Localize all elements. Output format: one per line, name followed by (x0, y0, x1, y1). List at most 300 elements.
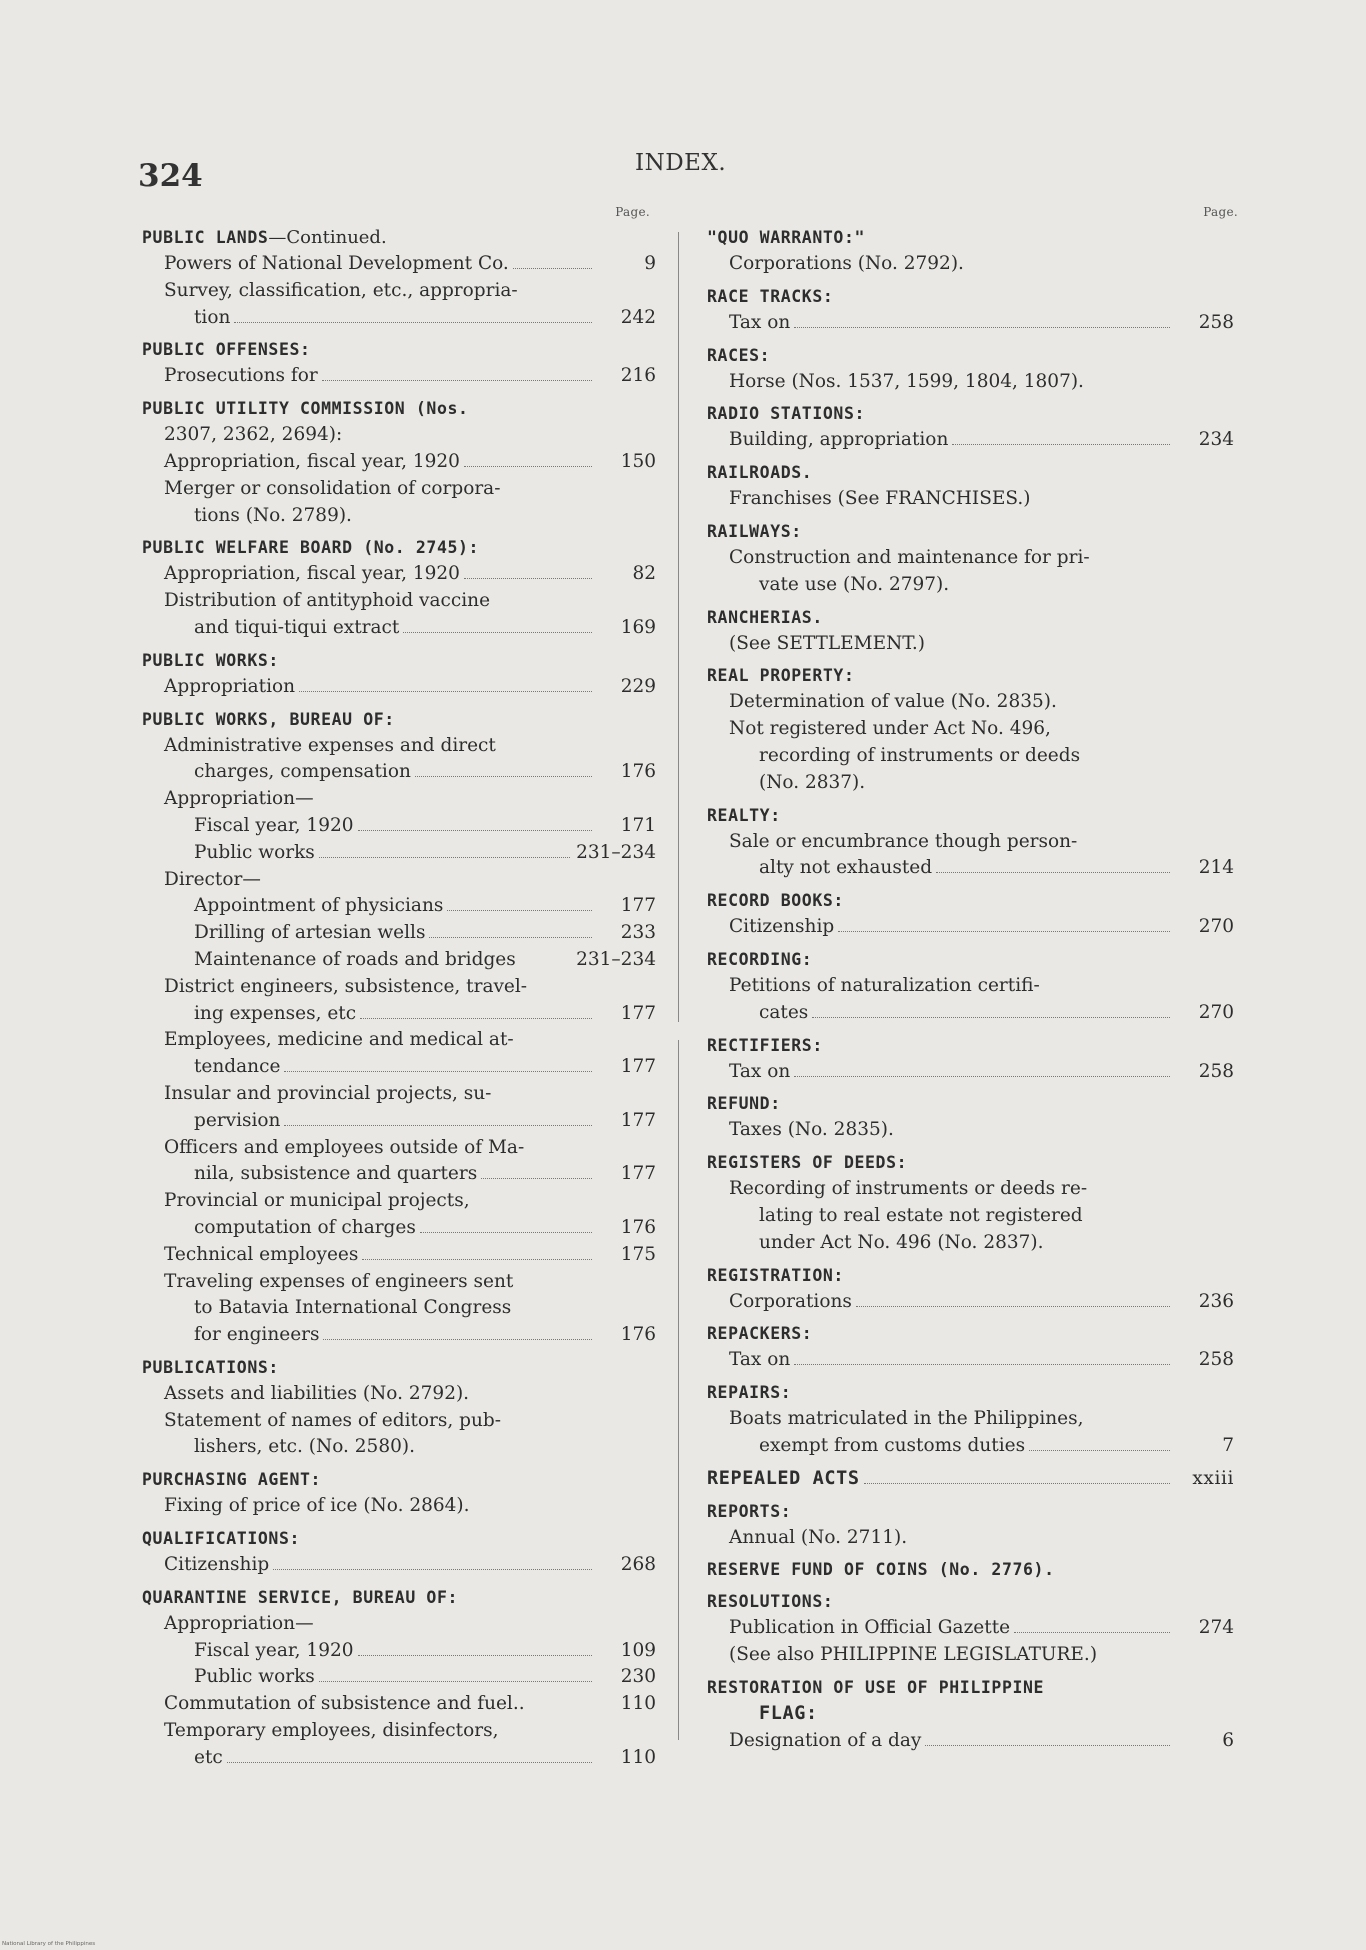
index-subentry (142, 813, 656, 840)
index-heading (707, 888, 1234, 914)
subentry-text: Corporations (729, 1290, 852, 1312)
page-ref: 268 (620, 1554, 656, 1576)
index-heading (142, 707, 656, 733)
index-heading (707, 803, 1234, 829)
heading-text: PUBLIC WELFARE BOARD (No. 2745): (142, 538, 480, 558)
subentry-text: Citizenship (164, 1554, 270, 1576)
subentry-text: Administrative expenses and direct (164, 734, 496, 756)
heading-text: REAL PROPERTY: (707, 666, 855, 686)
page-ref: 270 (1198, 1001, 1234, 1023)
index-heading (142, 535, 656, 561)
left-column-entries (142, 225, 656, 1778)
dot-leader (358, 830, 592, 831)
index-subentry (142, 305, 656, 332)
heading-text: RAILWAYS: (707, 521, 802, 541)
index-subentry (707, 251, 1234, 278)
index-entry (707, 1675, 1234, 1755)
index-subentry (142, 1638, 656, 1665)
page-ref: 7 (1222, 1434, 1234, 1456)
subentry-text: exempt from customs duties (759, 1434, 1026, 1456)
dot-leader (360, 1018, 592, 1019)
subentry-text: Sale or encumbrance though person- (729, 830, 1078, 852)
dot-leader (936, 872, 1170, 873)
subentry-text: Employees, medicine and medical at- (164, 1029, 514, 1051)
index-subentry (142, 1408, 656, 1435)
subentry-text: Fixing of price of ice (No. 2864). (164, 1495, 470, 1517)
page-ref: 177 (620, 1163, 656, 1185)
heading-text: QUARANTINE SERVICE, BUREAU OF: (142, 1587, 459, 1607)
index-subentry (707, 1728, 1234, 1755)
page-ref: 234 (1198, 429, 1234, 451)
index-entry (707, 1033, 1234, 1086)
dot-leader (322, 380, 592, 381)
index-heading (707, 663, 1234, 689)
index-heading (142, 648, 656, 674)
dot-leader (429, 937, 592, 938)
index-subentry (707, 1203, 1234, 1230)
index-subentry (142, 786, 656, 813)
index-subentry (142, 561, 656, 588)
heading-text: PUBLICATIONS: (142, 1357, 279, 1377)
index-entry (142, 225, 656, 331)
index-entry (707, 460, 1234, 513)
subentry-text: Fiscal year, 1920 (194, 1639, 354, 1661)
index-subentry (142, 503, 656, 530)
index-subentry (142, 733, 656, 760)
dot-leader (794, 1076, 1170, 1077)
subentry-text: under Act No. 496 (No. 2837). (759, 1231, 1044, 1253)
index-subentry (142, 1718, 656, 1745)
index-entry (707, 663, 1234, 796)
subentry-text: Not registered under Act No. 496, (729, 718, 1051, 740)
index-heading (707, 460, 1234, 486)
dot-leader (864, 1483, 1170, 1484)
dot-leader (234, 322, 592, 323)
index-subentry (707, 855, 1234, 882)
index-heading (142, 1585, 656, 1611)
heading-text: PUBLIC OFFENSES: (142, 340, 311, 360)
index-subentry (142, 1027, 656, 1054)
index-subentry (142, 1611, 656, 1638)
subentry-text: Distribution of antityphoid vaccine (164, 590, 491, 612)
page-ref: 270 (1198, 916, 1234, 938)
page-ref: 171 (620, 814, 656, 836)
dot-leader (1014, 1632, 1170, 1633)
dot-leader (284, 1071, 592, 1072)
page-ref: 216 (620, 365, 656, 387)
index-entry (142, 1355, 656, 1461)
subentry-text: Appropriation— (164, 1612, 314, 1634)
subentry-text: Maintenance of roads and bridges (194, 948, 516, 970)
subentry-text: Building, appropriation (729, 429, 949, 451)
index-heading (707, 1263, 1234, 1289)
page-ref: xxiii (1192, 1467, 1234, 1489)
subentry-text: Publication in Official Gazette (729, 1617, 1011, 1639)
index-subentry (142, 759, 656, 786)
index-subentry (707, 1642, 1234, 1669)
subentry-text: Powers of National Development Co. (164, 253, 509, 274)
index-heading (707, 225, 1234, 251)
index-subentry (142, 674, 656, 701)
page-ref: 177 (620, 895, 656, 917)
index-subentry (142, 1322, 656, 1349)
index-subentry (142, 422, 656, 449)
index-subentry (142, 1242, 656, 1269)
index-entry (707, 1380, 1234, 1460)
index-subentry (142, 920, 656, 947)
page-ref: 230 (620, 1666, 656, 1688)
index-subentry (142, 1493, 656, 1520)
index-subentry (142, 974, 656, 1001)
index-subentry (707, 369, 1234, 396)
subentry-text: Corporations (No. 2792). (729, 253, 964, 274)
page-number: 324 (138, 158, 203, 194)
page-ref: 6 (1222, 1729, 1234, 1751)
index-heading (707, 1033, 1234, 1059)
subentry-text: Petitions of naturalization certifi- (729, 974, 1040, 996)
index-heading (707, 1466, 1234, 1493)
subentry-text: (No. 2837). (759, 771, 866, 793)
dot-leader (323, 1339, 592, 1340)
index-subentry (142, 278, 656, 305)
heading-text: REALTY: (707, 805, 781, 825)
index-entry (707, 605, 1234, 658)
index-heading (142, 1526, 656, 1552)
index-heading (707, 519, 1234, 545)
heading-text: RADIO STATIONS: (707, 404, 866, 424)
index-subentry (707, 1289, 1234, 1316)
subentry-text: Merger or consolidation of corpora- (164, 477, 501, 499)
index-subentry (707, 1117, 1234, 1144)
index-heading (142, 1467, 656, 1493)
index-subentry (707, 1000, 1234, 1027)
subentry-text: Appropriation (164, 675, 296, 697)
subentry-text: Director— (164, 868, 261, 890)
index-heading (707, 947, 1234, 973)
page-ref: 9 (644, 253, 656, 274)
subentry-text: Public works (194, 1666, 315, 1688)
subentry-text: Assets and liabilities (No. 2792). (164, 1382, 470, 1404)
page-column-label: Page. (615, 205, 650, 219)
page-ref: 242 (620, 306, 656, 328)
dot-leader (420, 1232, 592, 1233)
dot-leader (812, 1017, 1170, 1018)
page-ref: 258 (1198, 1349, 1234, 1371)
index-subentry (707, 829, 1234, 856)
page-ref: 177 (620, 1056, 656, 1078)
subentry-text: Commutation of subsistence and fuel.. (164, 1693, 525, 1715)
index-entry (142, 535, 656, 641)
heading-text: RESERVE FUND OF COINS (No. 2776). (707, 1560, 1055, 1580)
heading-text: REPAIRS: (707, 1383, 792, 1403)
subentry-text: Statement of names of editors, pub- (164, 1409, 502, 1431)
index-entry (707, 1466, 1234, 1493)
heading-text: REPEALED ACTS (707, 1467, 860, 1489)
index-subentry (142, 476, 656, 503)
dot-leader (403, 632, 592, 633)
dot-leader (464, 578, 592, 579)
heading-text: RECTIFIERS: (707, 1035, 823, 1055)
heading-text: RECORDING: (707, 949, 813, 969)
subentry-text: 2307, 2362, 2694): (164, 424, 343, 446)
page-ref: 169 (620, 616, 656, 638)
index-entry (142, 1585, 656, 1772)
subentry-text: District engineers, subsistence, travel- (164, 975, 528, 997)
heading-text: RESOLUTIONS: (707, 1592, 834, 1612)
page-ref: 229 (620, 675, 656, 697)
column-divider (678, 232, 679, 1022)
index-subentry (142, 615, 656, 642)
index-heading (707, 1091, 1234, 1117)
heading-text: RESTORATION OF USE OF PHILIPPINE (707, 1677, 1045, 1697)
subentry-text: nila, subsistence and quarters (194, 1163, 478, 1185)
dot-leader (319, 1681, 592, 1682)
index-subentry (142, 867, 656, 894)
subentry-text: tion (194, 306, 231, 328)
subentry-text: lating to real estate not registered (759, 1204, 1083, 1226)
subentry-text: FLAG: (759, 1702, 818, 1724)
index-heading (707, 1321, 1234, 1347)
subentry-text: Temporary employees, disinfectors, (164, 1720, 499, 1742)
subentry-text: Insular and provincial projects, su- (164, 1082, 492, 1104)
index-entry (707, 1263, 1234, 1316)
subentry-text: Provincial or municipal projects, (164, 1190, 470, 1212)
page-ref: 176 (620, 761, 656, 783)
index-subentry (707, 914, 1234, 941)
index-subentry (707, 310, 1234, 337)
page-ref: 110 (620, 1693, 656, 1715)
subentry-text: Construction and maintenance for pri- (729, 546, 1090, 568)
index-subentry (142, 1001, 656, 1028)
index-entry (142, 1526, 656, 1579)
index-subentry (142, 588, 656, 615)
index-entry (707, 1589, 1234, 1669)
subentry-text: ing expenses, etc (194, 1002, 357, 1024)
subentry-text: etc (194, 1746, 223, 1768)
page-ref: 231–234 (576, 948, 656, 970)
heading-text: PUBLIC UTILITY COMMISSION (Nos. (142, 399, 469, 419)
dot-leader (952, 444, 1170, 445)
index-entry (707, 343, 1234, 396)
subentry-text: pervision (194, 1109, 281, 1131)
dot-leader (447, 910, 592, 911)
subentry-text: Citizenship (729, 916, 835, 938)
index-entry (142, 396, 656, 529)
subentry-text: Technical employees (164, 1243, 359, 1265)
index-entry (707, 284, 1234, 337)
heading-text: RAILROADS. (707, 463, 813, 483)
subentry-text: Appropriation, fiscal year, 1920 (164, 450, 460, 472)
dot-leader (794, 1364, 1170, 1365)
page-ref: 150 (620, 450, 656, 472)
index-subentry (142, 1745, 656, 1772)
subentry-text: vate use (No. 2797). (759, 573, 950, 595)
index-subentry (707, 973, 1234, 1000)
subentry-text: Designation of a day (729, 1729, 922, 1751)
heading-text: REFUND: (707, 1094, 781, 1114)
page-ref: 82 (632, 563, 656, 585)
subentry-text: Prosecutions for (164, 365, 318, 387)
index-heading (142, 1355, 656, 1381)
index-subentry (707, 1059, 1234, 1086)
index-entry (707, 1150, 1234, 1256)
index-heading (707, 343, 1234, 369)
index-subentry (707, 486, 1234, 513)
subentry-text: Horse (Nos. 1537, 1599, 1804, 1807). (729, 370, 1084, 392)
dot-leader (319, 857, 570, 858)
index-subentry (707, 1701, 1234, 1728)
index-subentry (707, 545, 1234, 572)
index-subentry (142, 893, 656, 920)
subentry-text: Traveling expenses of engineers sent (164, 1270, 514, 1292)
subentry-text: Tax on (729, 311, 791, 333)
index-heading (707, 605, 1234, 631)
subentry-text: Tax on (729, 1060, 791, 1082)
index-subentry (142, 1054, 656, 1081)
subentry-text: Officers and employees outside of Ma- (164, 1136, 525, 1158)
index-heading (142, 337, 656, 363)
index-subentry (142, 1691, 656, 1718)
index-subentry (707, 1406, 1234, 1433)
index-subentry (707, 1347, 1234, 1374)
index-subentry (707, 1176, 1234, 1203)
heading-text: REPACKERS: (707, 1324, 813, 1344)
subentry-text: tions (No. 2789). (194, 504, 352, 526)
index-subentry (142, 251, 656, 278)
subentry-text: Recording of instruments or deeds re- (729, 1178, 1088, 1200)
subentry-text: lishers, etc. (No. 2580). (194, 1436, 415, 1458)
page-ref: 214 (1198, 857, 1234, 879)
index-entry (707, 1499, 1234, 1552)
index-entry (707, 947, 1234, 1027)
index-heading (707, 1150, 1234, 1176)
page-ref: 110 (620, 1746, 656, 1768)
subentry-text: cates (759, 1001, 809, 1023)
dot-leader (227, 1762, 592, 1763)
index-subentry (142, 1664, 656, 1691)
heading-text: "QUO WARRANTO:" (707, 228, 866, 247)
index-subentry (142, 449, 656, 476)
heading-text: RECORD BOOKS: (707, 891, 844, 911)
subentry-text: and tiqui-tiqui extract (194, 616, 400, 638)
index-subentry (142, 1161, 656, 1188)
subentry-text: (See also PHILIPPINE LEGISLATURE.) (729, 1644, 1098, 1666)
index-subentry (707, 716, 1234, 743)
subentry-text: recording of instruments or deeds (759, 744, 1081, 766)
index-heading (707, 1675, 1234, 1701)
subentry-text: for engineers (194, 1324, 320, 1346)
index-subentry (142, 363, 656, 390)
dot-leader (1029, 1450, 1170, 1451)
index-entry (142, 707, 656, 1349)
index-entry (707, 225, 1234, 278)
heading-text: RACES: (707, 345, 771, 365)
index-subentry (707, 427, 1234, 454)
page-ref: 176 (620, 1216, 656, 1238)
heading-continued: —Continued. (268, 227, 387, 248)
footer-credit: National Library of the Philippines (2, 1941, 96, 1947)
index-entry (707, 803, 1234, 883)
dot-leader (284, 1125, 592, 1126)
index-heading (707, 1557, 1234, 1583)
page-ref: 236 (1198, 1290, 1234, 1312)
index-entry (142, 648, 656, 701)
index-subentry (707, 1230, 1234, 1257)
dot-leader (856, 1306, 1170, 1307)
subentry-text: Fiscal year, 1920 (194, 814, 354, 836)
index-heading (142, 396, 656, 422)
heading-text: REGISTRATION: (707, 1265, 844, 1285)
heading-text: PUBLIC WORKS, BUREAU OF: (142, 709, 395, 729)
subentry-text: alty not exhausted (759, 857, 933, 879)
index-subentry (707, 1525, 1234, 1552)
running-title: INDEX. (635, 150, 727, 176)
index-subentry (142, 1434, 656, 1461)
page-ref: 109 (620, 1639, 656, 1661)
dot-leader (925, 1745, 1170, 1746)
page-ref: 177 (620, 1109, 656, 1131)
index-subentry (142, 1381, 656, 1408)
index-subentry (142, 1188, 656, 1215)
dot-leader (838, 931, 1170, 932)
heading-text: QUALIFICATIONS: (142, 1529, 301, 1549)
index-entry (707, 888, 1234, 941)
page-ref: 176 (620, 1324, 656, 1346)
index-heading (707, 284, 1234, 310)
index-entry (707, 401, 1234, 454)
index-subentry (707, 631, 1234, 658)
subentry-text: to Batavia International Congress (194, 1297, 512, 1319)
page-ref: 177 (620, 1002, 656, 1024)
dot-leader (415, 776, 592, 777)
right-column-entries (707, 225, 1234, 1761)
index-heading (707, 1380, 1234, 1406)
subentry-text: Appropriation, fiscal year, 1920 (164, 563, 460, 585)
subentry-text: Tax on (729, 1349, 791, 1371)
dot-leader (794, 327, 1170, 328)
dot-leader (464, 466, 592, 467)
subentry-text: Appropriation— (164, 788, 314, 810)
heading-text: RACE TRACKS: (707, 286, 834, 306)
subentry-text: Public works (194, 841, 315, 863)
subentry-text: Determination of value (No. 2835). (729, 691, 1057, 713)
index-subentry (142, 840, 656, 867)
index-entry (707, 519, 1234, 599)
index-subentry (142, 1295, 656, 1322)
dot-leader (362, 1259, 592, 1260)
index-subentry (707, 1433, 1234, 1460)
index-heading (707, 1499, 1234, 1525)
index-subentry (142, 1215, 656, 1242)
index-subentry (142, 1108, 656, 1135)
heading-text: PUBLIC LANDS (142, 228, 269, 247)
index-subentry (142, 1552, 656, 1579)
heading-text: PUBLIC WORKS: (142, 650, 279, 670)
heading-text: REPORTS: (707, 1501, 792, 1521)
dot-leader (481, 1178, 592, 1179)
index-subentry (142, 1135, 656, 1162)
dot-leader (299, 691, 592, 692)
dot-leader (513, 268, 592, 269)
page-ref: 258 (1198, 1060, 1234, 1082)
dot-leader (273, 1569, 592, 1570)
page-ref: 258 (1198, 311, 1234, 333)
index-heading (707, 1589, 1234, 1615)
subentry-text: tendance (194, 1056, 281, 1078)
subentry-text: charges, compensation (194, 761, 411, 783)
subentry-text: (See SETTLEMENT.) (729, 632, 926, 654)
index-subentry (707, 1615, 1234, 1642)
